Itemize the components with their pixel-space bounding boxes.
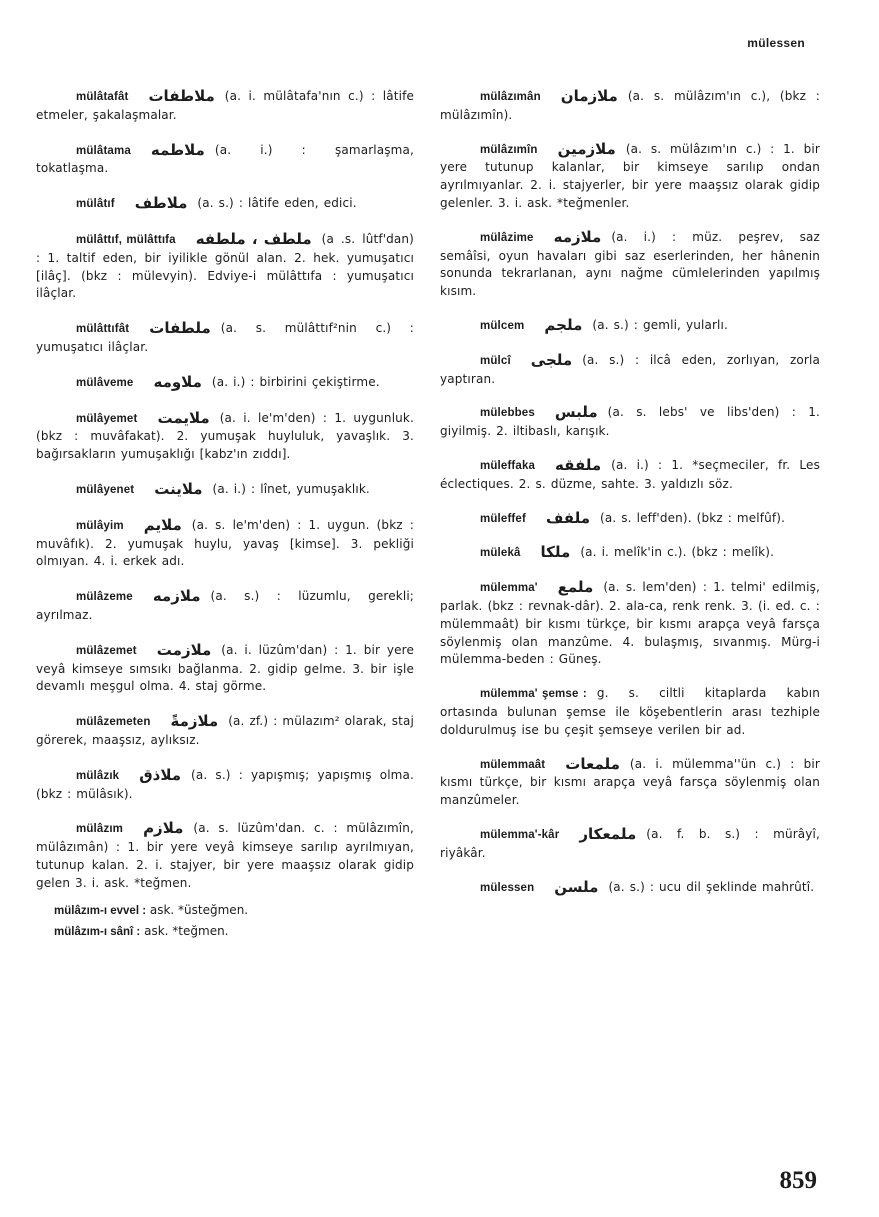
- entry-definition: (a. s.) : ilcâ eden, zorlıyan, zorla yaptıran.: [440, 352, 820, 386]
- entry-arabic-script: ملاطفات: [148, 87, 215, 105]
- dictionary-entry: [440, 404, 820, 441]
- sub-entry-label: mülâzım-ı evvel :: [54, 904, 147, 917]
- dictionary-entry: [36, 588, 414, 625]
- entry-arabic-script: ملفقه: [555, 455, 602, 474]
- entry-headword: mülâtıf: [76, 198, 115, 211]
- entry-arabic-script: ملازم: [143, 819, 184, 838]
- entry-definition: (a. i.) : müz. peşrev, saz semâîsi, oyun havaları gibi saz eserlerinden, her hânenin sonunda tekrarlanan, aynı nağme cümlelerinden yapılmış kısım.: [440, 229, 820, 299]
- page-number: 859: [779, 1167, 817, 1194]
- entry-headword: mülâttıf, mülâttıfa: [76, 233, 176, 246]
- entry-definition: (a. f. b. s.) : mürâyî, riyâkâr.: [440, 826, 820, 860]
- entry-headword: mülâyenet: [76, 483, 135, 496]
- dictionary-entry: [36, 642, 414, 696]
- entry-definition: (a. i.) : 1. *seçmeciler, fr. Les éclectiques. 2. s. düzme, sahte. 3. yaldızlı söz.: [440, 457, 820, 491]
- entry-headword: mülâyim: [76, 519, 124, 532]
- entry-headword: mülâtama: [76, 144, 131, 157]
- entry-definition: (a. s. mülâttıf²nin c.) : yumuşatıcı ilâçlar.: [36, 321, 414, 354]
- entry-arabic-script: ملاطمه: [150, 140, 205, 159]
- entry-arabic-script: ملفف: [545, 508, 591, 527]
- entry-definition: (a. zf.) : mülazım² olarak, staj görerek, maaşsız, aylıksız.: [36, 714, 414, 747]
- dictionary-entry: [440, 879, 820, 898]
- dictionary-entry: [440, 141, 820, 213]
- entry-arabic-script: ملازمةً: [170, 712, 219, 731]
- dictionary-entry: [36, 142, 414, 179]
- entry-headword: mülâveme: [76, 376, 134, 389]
- entry-definition: (a. s. mülâzım'ın c.) : 1. bir yere tutunup kalanlar, bir kimseye sarılıp ondan ayrılmıyanlar. 2. i. stajyerler, bir yere maaşsız olarak gidip gelenler. 3. i. ask. *teğmenler.: [440, 141, 820, 210]
- entry-definition: (a. i. le'm'den) : 1. uygunluk. (bkz : muvâfakat). 2. yumuşak huyluluk, yavaşlık. 3. bağırsakların yumuşaklığı [kabz'ın zıddı].: [36, 410, 414, 462]
- entry-headword: mülcî: [480, 354, 511, 367]
- entry-headword: müleffef: [480, 512, 526, 525]
- sub-entry-label: mülâzım-ı sânî :: [54, 925, 141, 938]
- entry-headword: mülâzımîn: [480, 143, 538, 156]
- dictionary-entry: [440, 317, 820, 336]
- entry-arabic-script: ملازمه: [152, 587, 201, 606]
- right-entries: [440, 88, 820, 897]
- entry-arabic-script: ملجم: [544, 315, 583, 334]
- entry-definition: (a. i.) : birbirini çekiştirme.: [211, 374, 380, 389]
- dictionary-entry: [440, 826, 820, 863]
- entry-arabic-script: ملازمه: [553, 227, 602, 246]
- dictionary-entry: [440, 544, 820, 563]
- entry-definition: (a. s.) : lüzumlu, gerekli; ayrılmaz.: [36, 589, 414, 622]
- entry-headword: mülâzık: [76, 769, 120, 782]
- entry-arabic-script: ملكا: [540, 543, 571, 562]
- entry-headword: mülessen: [480, 881, 535, 894]
- entry-definition: (a. s.) : gemli, yularlı.: [592, 317, 728, 332]
- dictionary-entry: [440, 88, 820, 125]
- entry-headword: mülâzemeten: [76, 716, 151, 729]
- entry-headword: müleffaka: [480, 459, 536, 472]
- left-subentries: [36, 900, 414, 942]
- dictionary-entry: [36, 481, 414, 500]
- entry-headword: mülekâ: [480, 547, 521, 560]
- sub-entry-text: ask. *üsteğmen.: [149, 902, 249, 917]
- dictionary-entry: [36, 767, 414, 804]
- dictionary-entry: [440, 229, 820, 301]
- sub-entry: [54, 921, 414, 942]
- entry-headword: mülâzımân: [480, 91, 541, 103]
- running-head: mülessen: [747, 36, 805, 50]
- entry-definition: (a. s.) : ucu dil şeklinde mahrûtî.: [608, 879, 815, 894]
- entry-definition: (a. s. lüzûm'dan. c. : mülâzımîn, mülâzımân) : 1. bir yere veyâ kimseye sarılıp ayrılmıyan, tutunup kalan. 2. i. stajyer, bir yere maaşsız olarak gidip gelen 3. i. ask. *teğmen.: [36, 821, 414, 890]
- dictionary-entry: [440, 756, 820, 810]
- entry-arabic-script: ملاطف: [134, 194, 188, 213]
- entry-definition: (a. s.) : lâtife eden, edici.: [197, 196, 357, 211]
- entry-arabic-script: ملايم: [143, 515, 182, 534]
- entry-definition: (a. s. mülâzım'ın c.), (bkz : mülâzımîn).: [440, 89, 820, 122]
- sub-entry-text: ask. *teğmen.: [144, 923, 229, 938]
- entry-definition: (a. i. lüzûm'dan) : 1. bir yere veyâ kimseye sımsıkı bağlanma. 2. gidip gelme. 3. bir işle devamlı meşgul olma. 4. staj görme.: [36, 642, 414, 694]
- entry-arabic-script: ملاومه: [153, 372, 202, 391]
- entry-headword: mülâttıfât: [76, 323, 130, 336]
- entry-arabic-script: ملاذق: [139, 765, 182, 784]
- entry-arabic-script: ملبس: [554, 403, 598, 422]
- entry-arabic-script: ملمع: [557, 578, 594, 597]
- dictionary-entry: [36, 517, 414, 571]
- entry-arabic-script: ملجى: [530, 350, 573, 369]
- entry-arabic-script: ملاينت: [154, 479, 203, 498]
- dictionary-entry: [36, 231, 414, 303]
- entry-arabic-script: ملمعكار: [579, 824, 637, 843]
- entry-headword: mülâzeme: [76, 591, 133, 604]
- sub-entry: [54, 900, 414, 921]
- entry-definition: (a .s. lûtf'dan) : 1. taltif eden, bir iyilikle gönül alan. 2. hek. yumuşatıcı [ilâç]. (bkz : mülevyin). Edviye-i mülâttıfa : yumuşatıcı ilâçlar.: [36, 231, 414, 301]
- dictionary-entry: [440, 352, 820, 389]
- dictionary-entry: [36, 713, 414, 750]
- entry-headword: mülâzım: [76, 823, 124, 836]
- entry-definition: (a. i. melîk'in c.). (bkz : melîk).: [580, 545, 775, 560]
- dictionary-entry: [36, 374, 414, 393]
- entry-definition: (a. i.) : şamarlaşma, tokatlaşma.: [36, 142, 414, 176]
- entry-arabic-script: ملايمت: [157, 408, 210, 427]
- entry-arabic-script: ملمعات: [565, 754, 620, 773]
- entry-definition: (a. i. mülâtafa'nın c.) : lâtife etmeler, şakalaşmalar.: [36, 89, 414, 122]
- entry-arabic-script: ملازمت: [156, 640, 212, 659]
- dictionary-entry: [36, 88, 414, 125]
- entry-definition: g. s. ciltli kitaplarda kabın ortasında bulunan şemse ile köşebentlerin arası tezhiple doldurulmuş ise bu çeşit şemseye verilen bir ad.: [440, 686, 820, 737]
- entry-headword: mülcem: [480, 319, 525, 332]
- entry-arabic-script: ملطفات: [149, 319, 211, 338]
- entry-definition: (a. s. lem'den) : 1. telmi' edilmiş, parlak. (bkz : revnak-dâr). 2. ala-ca, renk renk. 3. (i. ed. c. : mülemmaât) bir kısmı türkçe, bir kısmı arapça veyâ farsça söylenmiş olan manzûme. 4. bulaşmış, sıvanmış. Mürg-i mülemma-beden : Güneş.: [440, 580, 820, 667]
- entry-headword: mülâtafât: [76, 91, 129, 103]
- entry-arabic-script: ملسن: [554, 877, 599, 896]
- right-column: [440, 88, 820, 913]
- entry-headword: mülemma': [480, 582, 538, 595]
- entry-definition: (a. s.) : yapışmış; yapışmış olma. (bkz : mülâsık).: [36, 767, 414, 801]
- entry-headword: mülebbes: [480, 407, 535, 420]
- entry-definition: (a. i.) : lînet, yumuşaklık.: [212, 481, 370, 496]
- dictionary-entry: [440, 457, 820, 494]
- dictionary-entry: [440, 685, 820, 739]
- entry-arabic-script: ملطف ، ملطفه: [195, 229, 312, 248]
- entry-arabic-script: ملازمين: [557, 139, 616, 158]
- entry-headword: mülâyemet: [76, 412, 138, 425]
- left-column: [36, 88, 414, 942]
- dictionary-entry: [440, 510, 820, 529]
- dictionary-entry: [440, 579, 820, 669]
- dictionary-entry: [36, 410, 414, 464]
- entry-headword: mülâzime: [480, 231, 534, 244]
- entry-headword: mülemma' şemse :: [480, 688, 587, 701]
- dictionary-entry: [36, 195, 414, 214]
- entry-headword: mülemmaât: [480, 758, 546, 771]
- left-entries: [36, 88, 414, 893]
- entry-headword: mülemma'-kâr: [480, 828, 560, 841]
- entry-headword: mülâzemet: [76, 644, 137, 657]
- dictionary-entry: [36, 320, 414, 357]
- dictionary-entry: [36, 820, 414, 892]
- entry-arabic-script: ملازمان: [560, 87, 618, 105]
- entry-definition: (a. s. lebs' ve libs'den) : 1. giyilmiş. 2. iltibaslı, karışık.: [440, 405, 820, 439]
- entry-definition: (a. i. mülemma''ün c.) : bir kısmı türkçe, bir kısmı arapça veyâ farsça söylenmiş olan manzûmeler.: [440, 756, 820, 808]
- entry-definition: (a. s. le'm'den) : 1. uygun. (bkz : muvâfık). 2. yumuşak huylu, yavaş [kimse]. 3. pekliği olmıyan. 4. i. erkek adı.: [36, 517, 414, 569]
- entry-definition: (a. s. leff'den). (bkz : melfûf).: [600, 510, 786, 525]
